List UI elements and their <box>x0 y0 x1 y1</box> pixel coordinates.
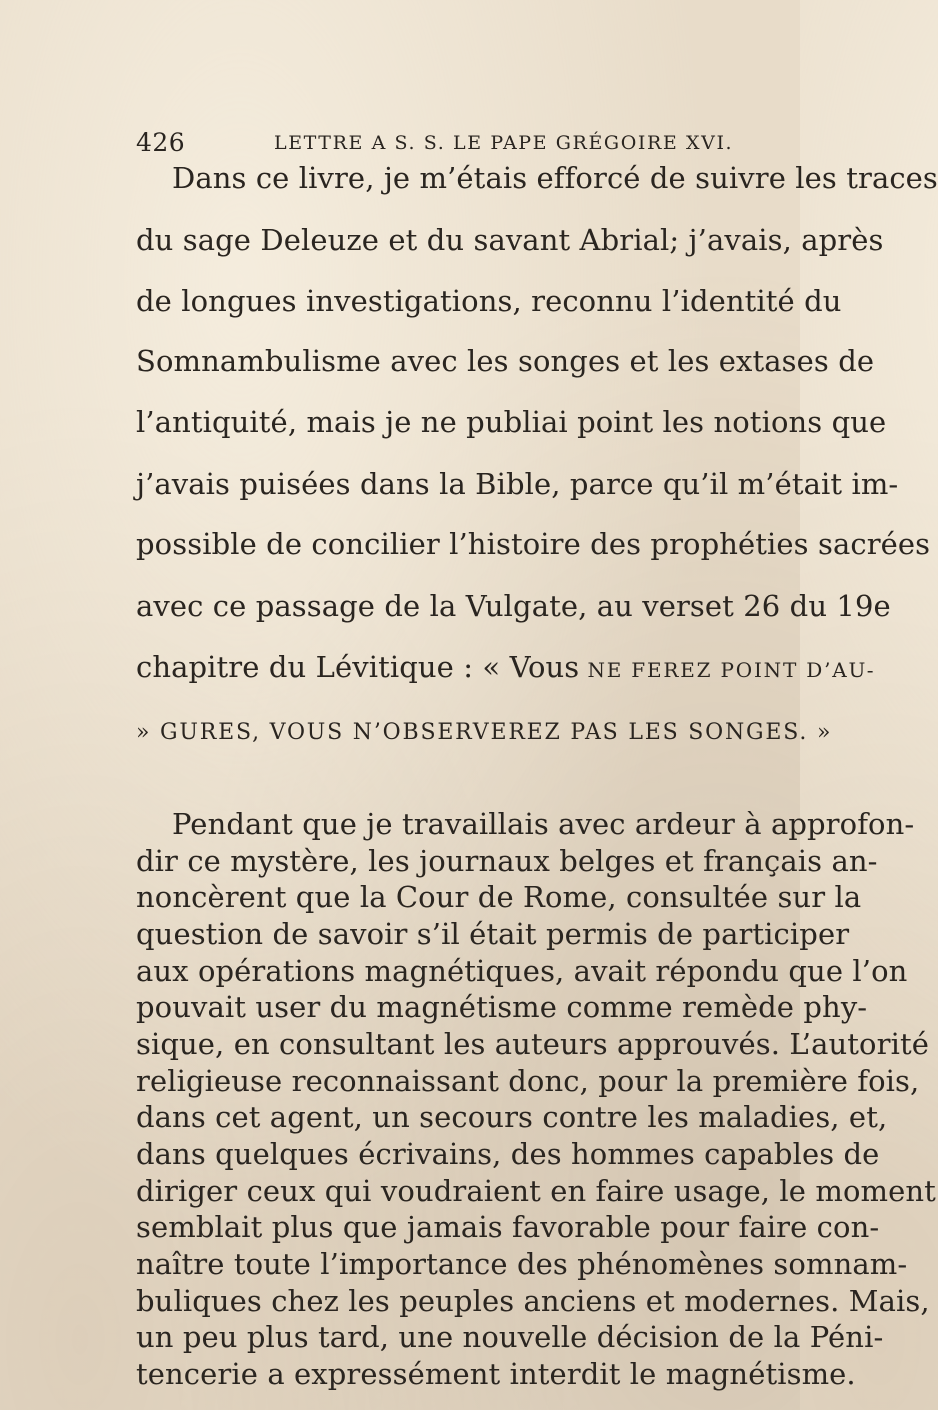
text-line: diriger ceux qui voudraient en faire usage, le moment <box>136 1174 936 1208</box>
text-line: l’antiquité, mais je ne publiai point les notions que <box>136 405 887 439</box>
text-line: naître toute l’importance des phénomènes somnam- <box>136 1247 908 1281</box>
small-caps-segment: NE FEREZ POINT D’AU- <box>579 658 876 682</box>
text-line: avec ce passage de la Vulgate, au verset 26 du 19e <box>136 589 891 623</box>
text-line: j’avais puisées dans la Bible, parce qu’il m’était im- <box>136 467 899 501</box>
text-line: dans quelques écrivains, des hommes capables de <box>136 1137 880 1171</box>
text-line: de longues investigations, reconnu l’identité du <box>136 284 842 318</box>
text-line: noncèrent que la Cour de Rome, consultée sur la <box>136 880 862 914</box>
text-line: du sage Deleuze et du savant Abrial; j’avais, après <box>136 223 884 257</box>
text-line: question de savoir s’il était permis de participer <box>136 917 850 951</box>
text-line: tencerie a expressément interdit le magnétisme. <box>136 1357 856 1391</box>
text-line: aux opérations magnétiques, avait répondu que l’on <box>136 954 908 988</box>
text-line: religieuse reconnaissant donc, pour la première fois, <box>136 1064 920 1098</box>
page-number: 426 <box>136 128 186 157</box>
text-line <box>136 647 876 690</box>
text-line: Pendant que je travaillais avec ardeur à approfon- <box>172 807 915 841</box>
text-line: dir ce mystère, les journaux belges et français an- <box>136 844 878 878</box>
text-line: semblait plus que jamais favorable pour faire con- <box>136 1210 880 1244</box>
text-line: un peu plus tard, une nouvelle décision de la Péni- <box>136 1320 884 1354</box>
text-line: pouvait user du magnétisme comme remède phy- <box>136 990 868 1024</box>
text-line: dans cet agent, un secours contre les maladies, et, <box>136 1100 888 1134</box>
text-line: sique, en consultant les auteurs approuvés. L’autorité <box>136 1027 929 1061</box>
text-line: Dans ce livre, je m’étais efforcé de suivre les traces <box>172 161 938 195</box>
text-line: buliques chez les peuples anciens et modernes. Mais, <box>136 1284 930 1318</box>
running-head: LETTRE A S. S. LE PAPE GRÉGOIRE XVI. <box>274 132 734 154</box>
text-line: Somnambulisme avec les songes et les extases de <box>136 344 875 378</box>
text-segment: chapitre du Lévitique : « Vous <box>136 650 580 684</box>
text-line: possible de concilier l’histoire des prophéties sacrées <box>136 527 931 561</box>
text-line-small-caps: » GURES, VOUS N’OBSERVEREZ PAS LES SONGES. » <box>136 720 833 745</box>
